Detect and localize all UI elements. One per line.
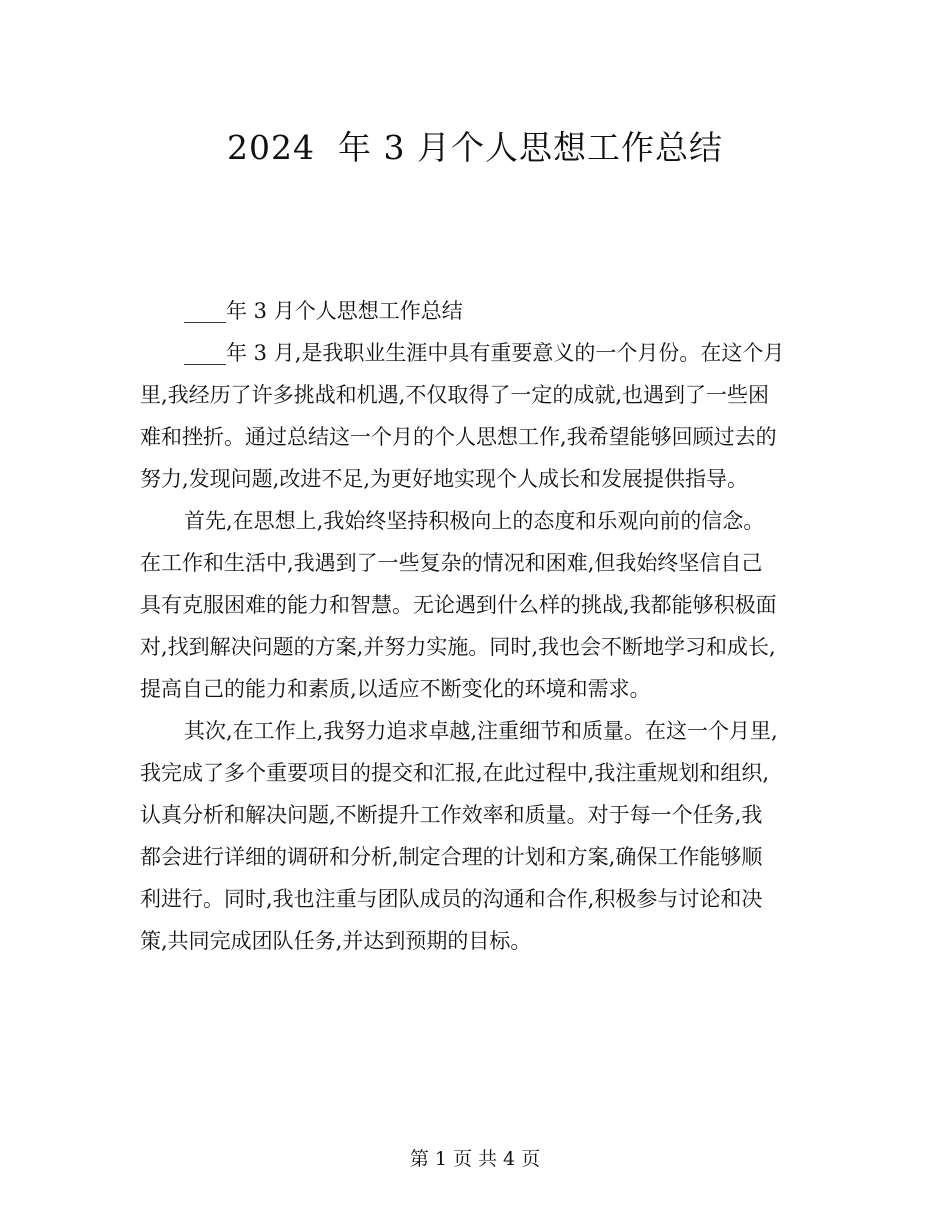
page-number-footer: 第 1 页 共 4 页	[409, 1148, 541, 1170]
paragraph-4	[140, 715, 812, 958]
document-body	[140, 295, 812, 958]
paragraph-2	[140, 337, 812, 496]
paragraph-line: 策,共同完成团队任务,并达到预期的目标。	[140, 929, 532, 953]
paragraph-line: 在工作和生活中,我遇到了一些复杂的情况和困难,但我始终坚信自己	[140, 551, 763, 575]
paragraph-line: 提高自己的能力和素质,以适应不断变化的环境和需求。	[140, 677, 651, 701]
paragraph-line: 其次,在工作上,我努力追求卓越,注重细节和质量。在这一个月里,	[184, 719, 778, 743]
paragraph-line: 具有克服困难的能力和智慧。无论遇到什么样的挑战,我都能够积极面	[140, 593, 777, 617]
paragraph-line: 都会进行详细的调研和分析,制定合理的计划和方案,确保工作能够顺	[140, 845, 763, 869]
paragraph-line: 首先,在思想上,我始终坚持积极向上的态度和乐观向前的信念。	[184, 509, 765, 533]
document-title: 2024 年 3 月个人思想工作总结	[227, 128, 723, 167]
paragraph-1	[140, 295, 812, 328]
paragraph-line: 利进行。同时,我也注重与团队成员的沟通和合作,积极参与讨论和决	[140, 887, 763, 911]
paragraph-line: 我完成了多个重要项目的提交和汇报,在此过程中,我注重规划和组织,	[140, 761, 770, 785]
paragraph-line: 对,找到解决问题的方案,并努力实施。同时,我也会不断地学习和成长,	[140, 635, 776, 659]
paragraph-3	[140, 505, 812, 706]
paragraph-line: ____年 3 月个人思想工作总结	[184, 299, 463, 323]
paragraph-line: 认真分析和解决问题,不断提升工作效率和质量。对于每一个任务,我	[140, 803, 763, 827]
paragraph-line: 难和挫折。通过总结这一个月的个人思想工作,我希望能够回顾过去的	[140, 425, 777, 449]
paragraph-line: 努力,发现问题,改进不足,为更好地实现个人成长和发展提供指导。	[140, 467, 749, 491]
paragraph-line: ____年 3 月,是我职业生涯中具有重要意义的一个月份。在这个月	[184, 341, 785, 365]
paragraph-line: 里,我经历了许多挑战和机遇,不仅取得了一定的成就,也遇到了一些困	[140, 383, 770, 407]
